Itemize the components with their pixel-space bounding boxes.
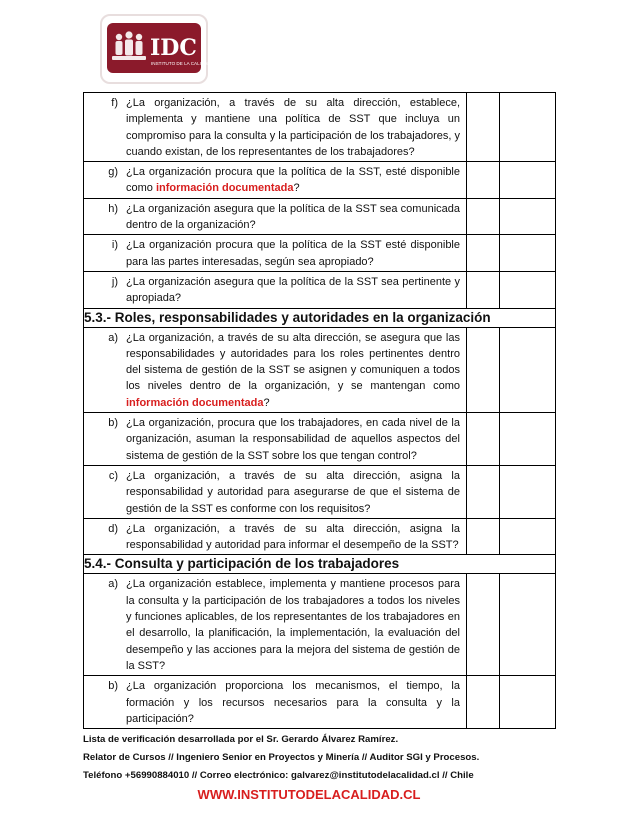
checklist-row [84, 676, 556, 729]
highlighted-term: información documentada [126, 396, 264, 409]
check-cell[interactable] [467, 465, 500, 518]
checklist-row [84, 465, 556, 518]
question-text [126, 237, 460, 270]
question-cell [84, 518, 467, 555]
observation-cell[interactable] [500, 574, 556, 676]
observation-cell[interactable] [500, 518, 556, 555]
question-text-part: ¿La organización, procura que los trabajadores, en cada nivel de la organización, asuman la responsabilidad de aquellos aspectos del sistema de gestión de la SST sobre los que tengan control? [126, 417, 460, 462]
question-text-part: ¿La organización, a través de su alta dirección, asigna la responsabilidad y autoridad para asegurarse de que el sistema de gestión de la SST es conforme con los requisitos? [126, 469, 460, 515]
question-id: f) [111, 97, 118, 109]
question-cell [84, 327, 467, 412]
footer [83, 731, 563, 805]
observation-cell[interactable] [500, 271, 556, 308]
question-text [126, 164, 460, 197]
checklist-row [84, 518, 556, 555]
check-cell[interactable] [467, 413, 500, 466]
question-cell [84, 93, 467, 162]
footer-author-line: Lista de verificación desarrollada por el Sr. Gerardo Álvarez Ramírez. [83, 734, 399, 745]
question-text-part: ¿La organización, a través de su alta dirección, se asegura que las responsabilidades y autoridades para los roles pertinentes dentro del sistema de gestión de la SST se asignen y comuniquen a todos los niveles dentro de la organización, y se mantengan como [126, 331, 460, 393]
footer-roles-line: Relator de Cursos // Ingeniero Senior en Proyectos y Minería // Auditor SGI y Procesos. [83, 752, 480, 763]
checklist-row [84, 574, 556, 676]
checklist-row [84, 162, 556, 199]
observation-cell[interactable] [500, 93, 556, 162]
question-id: a) [108, 578, 118, 591]
observation-cell[interactable] [500, 413, 556, 466]
question-text [126, 468, 460, 517]
question-text-part: ? [263, 396, 270, 409]
question-cell [84, 574, 467, 676]
logo-wordmark: IDC [150, 35, 197, 61]
question-text-part: ? [293, 182, 300, 195]
question-cell [84, 235, 467, 272]
question-text [126, 274, 460, 307]
question-text [126, 415, 460, 464]
observation-cell[interactable] [500, 676, 556, 729]
observation-cell[interactable] [500, 327, 556, 412]
question-text [126, 201, 460, 234]
checklist-row [84, 413, 556, 466]
question-cell [84, 413, 467, 466]
idc-logo-graphic [99, 13, 209, 85]
checklist-row [84, 271, 556, 308]
check-cell[interactable] [467, 162, 500, 199]
check-cell[interactable] [467, 574, 500, 676]
section-heading-row [84, 555, 556, 574]
question-id: d) [108, 522, 118, 535]
check-cell[interactable] [467, 271, 500, 308]
question-id: b) [108, 417, 118, 430]
question-text-part: ¿La organización, a través de su alta dirección, asigna la responsabilidad y autoridad para informar el desempeño de la SST? [126, 522, 460, 552]
check-cell[interactable] [467, 235, 500, 272]
question-text-part: ¿La organización procura que la política de la SST, esté disponible como [126, 166, 460, 195]
question-text [126, 330, 460, 411]
question-id: c) [108, 469, 118, 482]
question-text-part: ¿La organización establece, implementa y mantiene procesos para la consulta y la participación de los trabajadores a todos los niveles y funciones aplicables, de los representantes de los trabajadores en el desarrollo, la planificación, la implementación, la evaluación del desempeño y las acciones para la mejora del sistema de gestión de la SST? [126, 578, 460, 672]
check-cell[interactable] [467, 93, 500, 162]
observation-cell[interactable] [500, 465, 556, 518]
question-text [126, 576, 460, 674]
question-cell [84, 465, 467, 518]
footer-contact-line: Teléfono +56990884010 // Correo electrónico: galvarez@institutodelacalidad.cl // Chile [83, 770, 474, 781]
section-heading-row [84, 308, 556, 327]
logo-subtext: INSTITUTO DE LA CALIDAD [151, 61, 209, 66]
question-id: h) [108, 202, 118, 215]
check-cell[interactable] [467, 518, 500, 555]
observation-cell[interactable] [500, 162, 556, 199]
idc-logo [99, 13, 209, 85]
checklist-row [84, 198, 556, 235]
observation-cell[interactable] [500, 198, 556, 235]
question-text-part: ¿La organización asegura que la política de la SST sea pertinente y apropiada? [126, 275, 460, 305]
question-id: i) [111, 239, 118, 252]
highlighted-term: información documentada [155, 182, 294, 195]
checklist-row [84, 327, 556, 412]
check-cell[interactable] [467, 676, 500, 729]
question-text-part: ¿La organización asegura que la política de la SST sea comunicada dentro de la organización? [126, 202, 460, 232]
question-text [126, 678, 460, 727]
section-heading: 5.3.- Roles, responsabilidades y autoridades en la organización [84, 308, 556, 327]
observation-cell[interactable] [500, 235, 556, 272]
section-heading: 5.4.- Consulta y participación de los trabajadores [84, 555, 556, 574]
question-cell [84, 271, 467, 308]
check-cell[interactable] [467, 198, 500, 235]
question-id: a) [108, 331, 118, 344]
question-id: j) [111, 275, 118, 288]
checklist-row [84, 235, 556, 272]
question-text-part: ¿La organización, a través de su alta dirección, establece, implementa y mantiene una política de SST que incluya un compromiso para la consulta y la participación de los trabajadores, y cuando existan, de los representantes de los trabajadores? [126, 97, 460, 158]
question-text [126, 521, 460, 554]
question-cell [84, 676, 467, 729]
website-link[interactable]: WWW.INSTITUTODELACALIDAD.CL [197, 787, 421, 802]
checklist-table [83, 92, 556, 729]
check-cell[interactable] [467, 327, 500, 412]
question-text [126, 95, 460, 160]
question-id: b) [108, 680, 118, 693]
question-id: g) [108, 166, 118, 179]
question-cell [84, 162, 467, 199]
checklist-row [84, 93, 556, 162]
question-text-part: ¿La organización procura que la política de la SST esté disponible para las partes interesadas, según sea apropiado? [126, 239, 460, 268]
question-text-part: ¿La organización proporciona los mecanismos, el tiempo, la formación y los recursos necesarios para la consulta y la participación? [126, 680, 460, 725]
question-cell [84, 198, 467, 235]
